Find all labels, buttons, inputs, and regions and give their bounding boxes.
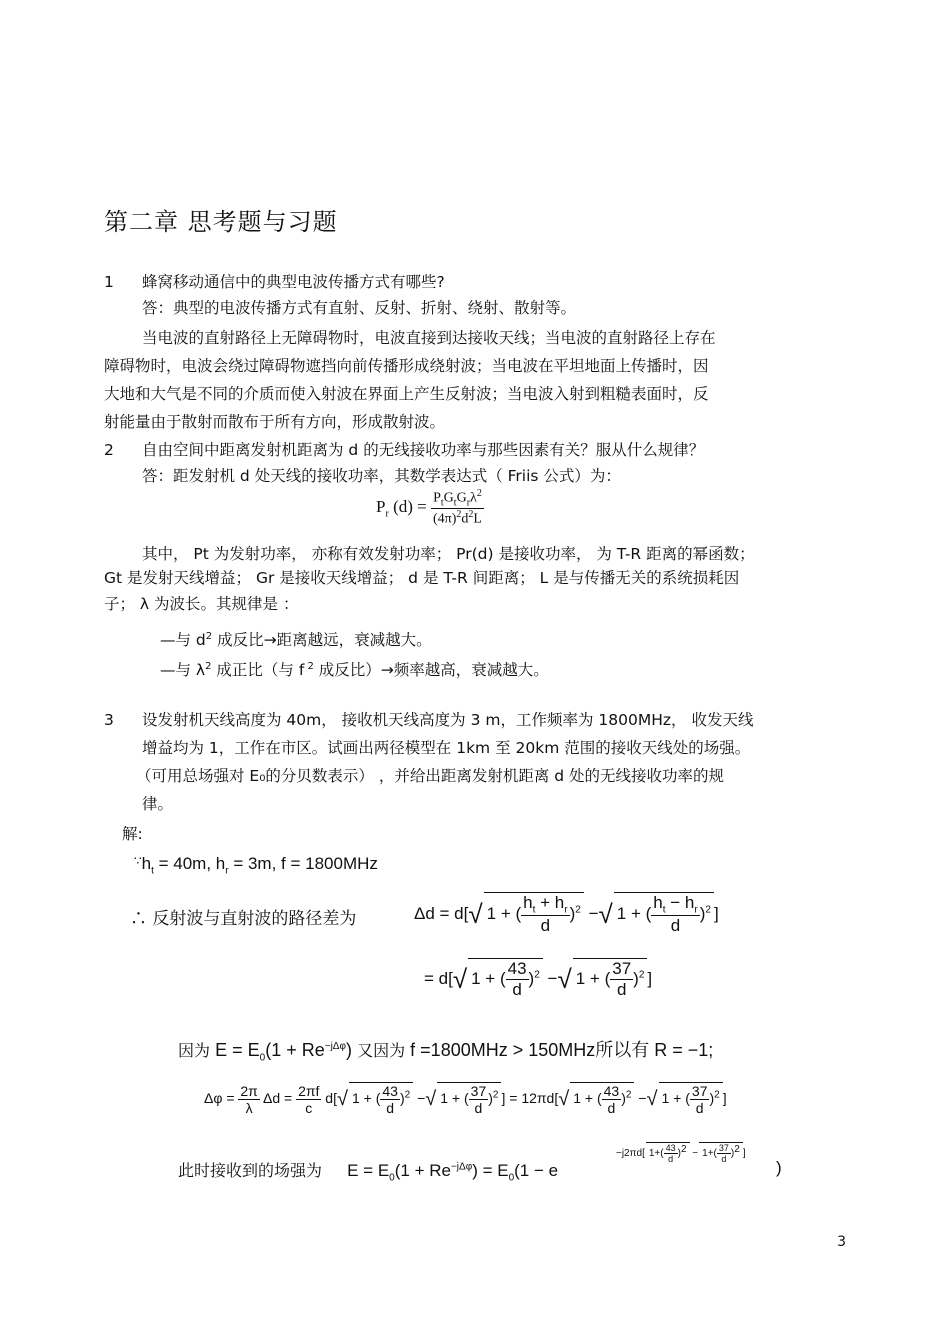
path-diff-label: ∴ 反射波与直射波的路径差为 [130, 909, 357, 929]
q3-line-1: 设发射机天线高度为 40m， 接收机天线高度为 3 m，工作频率为 1800MHz， 收发天线 [142, 711, 754, 729]
given-values: $^\because h_t = 40m$, $h_r = 3m$, f = 1800MHz [134, 854, 378, 877]
q3-line-3: （可用总场强对 E₀的分贝数表示） ，并给出距离发射机距离 d 处的无线接收功率的规 [136, 767, 725, 785]
q2-para-2: Gt 是发射天线增益； Gr 是接收天线增益； d 是 T-R 间距离； L 是与传播无关的系统损耗因 [104, 569, 740, 587]
q1-answer-3: 障碍物时，电波会绕过障碍物遮挡向前传播形成绕射波；当电波在平坦地面上传播时，因 [104, 357, 709, 375]
solution-label: 解: [122, 825, 143, 843]
q1-answer-2: 当电波的直射路径上无障碍物时，电波直接到达接收天线；当电波的直射路径上存在 [142, 329, 716, 347]
q3-number: 3 [104, 711, 114, 729]
phase-diff-eq: Δφ = $\frac{2\pi}{\lambda}$ Δd = $\frac{2\pi f}{c}$ d[√ 1 + ( $\frac{43}{d}$ )$^2$ −√ 1 + ( $\frac{37}{d}$ )$^2$ ] = 12πd[√ 1 + ( $\frac{43}{d}$ )$^2$ −√ 1 + ( $\frac{37}{d}$ )$^2$ ] [204, 1083, 727, 1116]
field-close-paren: ) [776, 1158, 782, 1177]
q2-para-1: 其中， Pt 为发射功率， 亦称有效发射功率； Pr(d) 是接收功率， 为 T-R 距离的幂函数； [142, 545, 755, 563]
q3-line-2: 增益均为 1，工作在市区。试画出两径模型在 1km 至 20km 范围的接收天线处的场强。 [142, 739, 751, 757]
q3-line-4: 律。 [142, 795, 174, 813]
because-line: 因为 $E = E_0(1 + Re^{-j\Delta\varphi})$ 又因为 f =1800MHz > 150MHz所以有 R = −1; [178, 1040, 714, 1064]
path-diff-eq-1: Δd = d[√ 1 + ( $\frac{h_t + h_r}{d}$ )$^2$ −√ 1 + ( $\frac{h_t - h_r}{d}$ )$^2$ ] [414, 893, 719, 936]
q1-number: 1 [104, 273, 114, 291]
chapter-title: 第二章 思考题与习题 [104, 208, 338, 236]
q2-number: 2 [104, 441, 114, 459]
friis-formula: $P_r$ (d) = $\frac{P_tG_tG_r\lambda^2}{(4\pi)^2d^2L}$ [376, 488, 482, 528]
q2-rule-1: —与 $d^2$ 成反比→距离越远，衰减越大。 [160, 631, 432, 650]
path-diff-eq-2: = d[√ 1 + ( $\frac{43}{d}$ )$^2$ −√ 1 + ( $\frac{37}{d}$ )$^2$ ] [424, 959, 653, 999]
q1-answer-5: 射能量由于散射而散布于所有方向，形成散射波。 [104, 413, 446, 431]
q2-text: 自由空间中距离发射机距离为 d 的无线接收功率与那些因素有关？服从什么规律？ [142, 441, 705, 459]
field-strength-line: 此时接收到的场强为 $E = E_0(1 + Re^{-j\Delta\varphi}) = E_0(1 - e$ [178, 1161, 559, 1184]
q1-answer-4: 大地和大气是不同的介质而使入射波在界面上产生反射波；当电波入射到粗糙表面时，反 [104, 385, 709, 403]
q1-text: 蜂窝移动通信中的典型电波传播方式有哪些? [142, 273, 445, 291]
page-number: 3 [837, 1234, 846, 1250]
q2-rule-2: —与 $\lambda^2$ 成正比（与 f $^2$ 成反比）→频率越高，衰减越大。 [160, 661, 549, 680]
q2-answer-1: 答：距发射机 d 处天线的接收功率，其数学表达式（ Friis 公式）为： [142, 467, 621, 485]
q2-para-3: 子； λ 为波长。其规律是 ： [104, 595, 299, 613]
q1-answer-1: 答：典型的电波传播方式有直射、反射、折射、绕射、散射等。 [142, 299, 577, 317]
field-exponent: −j2πd[ 1+( $\frac{43}{d}$ )$^2$ − 1+( $\frac{37}{d}$ )$^2$ ] [616, 1143, 746, 1164]
